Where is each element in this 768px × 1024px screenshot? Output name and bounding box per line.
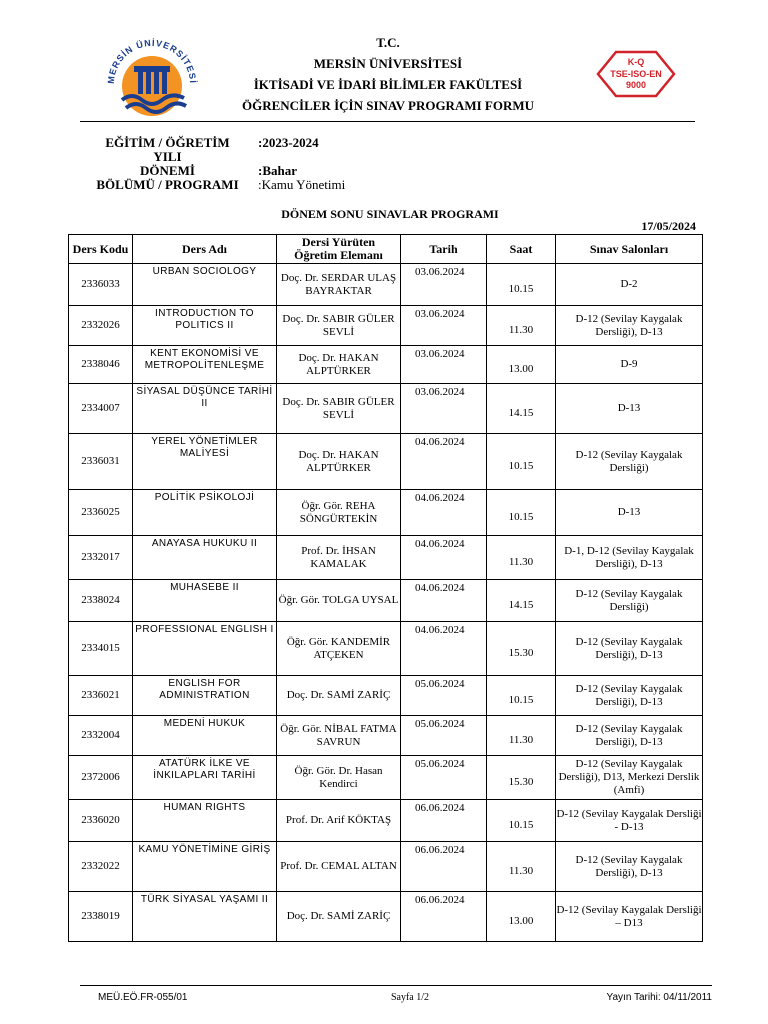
header-lecturer-line-2: Öğretim Elemanı bbox=[294, 248, 383, 262]
cell-code: 2334007 bbox=[69, 384, 133, 434]
cell-date: 03.06.2024 bbox=[401, 306, 487, 346]
header-line-university: MERSİN ÜNİVERSİTESİ bbox=[313, 56, 463, 71]
cell-course-name: KENT EKONOMİSİ VE METROPOLİTENLEŞME bbox=[133, 346, 277, 384]
cell-time: 13.00 bbox=[487, 346, 556, 384]
dept-label: BÖLÜMÜ / PROGRAMI bbox=[96, 177, 239, 192]
cell-rooms: D-12 (Sevilay Kaygalak Dersliği) bbox=[556, 580, 703, 622]
cell-time: 11.30 bbox=[487, 306, 556, 346]
cell-code: 2336021 bbox=[69, 676, 133, 716]
cell-code: 2332022 bbox=[69, 842, 133, 892]
cell-rooms: D-12 (Sevilay Kaygalak Dersliği), D-13 bbox=[556, 306, 703, 346]
table-row bbox=[69, 580, 703, 622]
form-code: MEÜ.EÖ.FR-055/01 bbox=[98, 992, 188, 1003]
university-logo-text: MERSİN ÜNİVERSİTESİ bbox=[105, 37, 199, 85]
cell-course-name: PROFESSIONAL ENGLISH I bbox=[133, 622, 277, 676]
cell-time: 15.30 bbox=[487, 756, 556, 800]
cell-date: 05.06.2024 bbox=[401, 716, 487, 756]
cell-time: 10.15 bbox=[487, 264, 556, 306]
cell-code: 2332004 bbox=[69, 716, 133, 756]
cell-time: 11.30 bbox=[487, 716, 556, 756]
cell-date: 03.06.2024 bbox=[401, 264, 487, 306]
exam-schedule-table bbox=[68, 234, 703, 942]
cell-time: 10.15 bbox=[487, 800, 556, 842]
cell-rooms: D-12 (Sevilay Kaygalak Dersliği), D-13 bbox=[556, 716, 703, 756]
header-rooms: Sınav Salonları bbox=[556, 235, 703, 264]
cert-line-2: TSE-ISO-EN bbox=[610, 69, 662, 79]
cell-lecturer: Prof. Dr. CEMAL ALTAN bbox=[277, 842, 401, 892]
cell-code: 2336025 bbox=[69, 490, 133, 536]
header-name: Ders Adı bbox=[133, 235, 277, 264]
table-row bbox=[69, 346, 703, 384]
cell-date: 04.06.2024 bbox=[401, 490, 487, 536]
header-line-form-title: ÖĞRENCİLER İÇİN SINAV PROGRAMI FORMU bbox=[241, 98, 535, 113]
table-row bbox=[69, 622, 703, 676]
cell-date: 06.06.2024 bbox=[401, 800, 487, 842]
cell-date: 06.06.2024 bbox=[401, 892, 487, 942]
header-line-tc: T.C. bbox=[376, 35, 400, 50]
cell-code: 2338019 bbox=[69, 892, 133, 942]
dept-value: :Kamu Yönetimi bbox=[258, 177, 346, 192]
publication-date: Yayın Tarihi: 04/11/2011 bbox=[606, 992, 712, 1003]
cell-lecturer: Öğr. Gör. Dr. Hasan Kendirci bbox=[277, 756, 401, 800]
cell-course-name: MEDENİ HUKUK bbox=[133, 716, 277, 756]
cell-lecturer: Öğr. Gör. REHA SÖNGÜRTEKİN bbox=[277, 490, 401, 536]
table-row bbox=[69, 434, 703, 490]
header-code: Ders Kodu bbox=[69, 235, 133, 264]
cell-time: 10.15 bbox=[487, 676, 556, 716]
cell-code: 2338046 bbox=[69, 346, 133, 384]
cell-date: 04.06.2024 bbox=[401, 434, 487, 490]
cell-date: 04.06.2024 bbox=[401, 622, 487, 676]
year-label-2: YILI bbox=[153, 149, 182, 164]
cell-date: 03.06.2024 bbox=[401, 384, 487, 434]
table-row bbox=[69, 306, 703, 346]
cell-course-name: KAMU YÖNETİMİNE GİRİŞ bbox=[133, 842, 277, 892]
cell-course-name: TÜRK SİYASAL YAŞAMI II bbox=[133, 892, 277, 942]
cell-time: 15.30 bbox=[487, 622, 556, 676]
cell-course-name: SİYASAL DÜŞÜNCE TARİHİ II bbox=[133, 384, 277, 434]
cell-lecturer: Prof. Dr. İHSAN KAMALAK bbox=[277, 536, 401, 580]
term-label: DÖNEMİ bbox=[140, 163, 195, 178]
cell-lecturer: Doç. Dr. HAKAN ALPTÜRKER bbox=[277, 346, 401, 384]
cell-date: 06.06.2024 bbox=[401, 842, 487, 892]
table-row bbox=[69, 264, 703, 306]
term-value: :Bahar bbox=[258, 163, 297, 178]
document-header bbox=[200, 32, 576, 116]
cell-time: 10.15 bbox=[487, 434, 556, 490]
table-row bbox=[69, 384, 703, 434]
cell-lecturer: Doç. Dr. HAKAN ALPTÜRKER bbox=[277, 434, 401, 490]
cell-course-name: POLİTİK PSİKOLOJİ bbox=[133, 490, 277, 536]
cert-line-3: 9000 bbox=[625, 80, 647, 90]
cell-rooms: D-9 bbox=[556, 346, 703, 384]
cell-lecturer: Doç. Dr. SABIR GÜLER SEVLİ bbox=[277, 384, 401, 434]
cert-line-1: K-Q bbox=[627, 57, 645, 67]
cell-date: 05.06.2024 bbox=[401, 676, 487, 716]
cell-rooms: D-12 (Sevilay Kaygalak Dersliği – D13 bbox=[556, 892, 703, 942]
year-value: :2023-2024 bbox=[258, 135, 319, 150]
cell-lecturer: Öğr. Gör. NİBAL FATMA SAVRUN bbox=[277, 716, 401, 756]
section-title: DÖNEM SONU SINAVLAR PROGRAMI bbox=[281, 207, 499, 221]
document-date: 17/05/2024 bbox=[641, 219, 696, 233]
table-row bbox=[69, 676, 703, 716]
tse-iso-certification-logo bbox=[596, 50, 676, 98]
cell-code: 2332017 bbox=[69, 536, 133, 580]
cell-course-name: YEREL YÖNETİMLER MALİYESİ bbox=[133, 434, 277, 490]
cell-lecturer: Doç. Dr. SERDAR ULAŞ BAYRAKTAR bbox=[277, 264, 401, 306]
header-lecturer bbox=[277, 235, 401, 264]
year-label: EĞİTİM / ÖĞRETİM bbox=[105, 135, 230, 150]
cell-time: 14.15 bbox=[487, 580, 556, 622]
cell-code: 2336020 bbox=[69, 800, 133, 842]
page-number: Sayfa 1/2 bbox=[390, 992, 430, 1003]
cell-rooms: D-2 bbox=[556, 264, 703, 306]
cell-lecturer: Prof. Dr. Arif KÖKTAŞ bbox=[277, 800, 401, 842]
cell-date: 05.06.2024 bbox=[401, 756, 487, 800]
footer-divider bbox=[80, 985, 712, 986]
cell-code: 2332026 bbox=[69, 306, 133, 346]
table-row bbox=[69, 842, 703, 892]
cell-code: 2338024 bbox=[69, 580, 133, 622]
cell-course-name: INTRODUCTION TO POLITICS II bbox=[133, 306, 277, 346]
cell-code: 2336031 bbox=[69, 434, 133, 490]
cell-code: 2336033 bbox=[69, 264, 133, 306]
cell-course-name: URBAN SOCIOLOGY bbox=[133, 264, 277, 306]
cell-course-name: ATATÜRK İLKE VE İNKILAPLARI TARİHİ bbox=[133, 756, 277, 800]
header-lecturer-line-1: Dersi Yürüten bbox=[301, 235, 376, 249]
table-row bbox=[69, 756, 703, 800]
table-row bbox=[69, 490, 703, 536]
cell-lecturer: Öğr. Gör. KANDEMİR ATÇEKEN bbox=[277, 622, 401, 676]
cell-code: 2334015 bbox=[69, 622, 133, 676]
exam-schedule-body bbox=[69, 264, 703, 942]
cell-time: 10.15 bbox=[487, 490, 556, 536]
cell-rooms: D-13 bbox=[556, 490, 703, 536]
cell-lecturer: Doç. Dr. SABIR GÜLER SEVLİ bbox=[277, 306, 401, 346]
cell-time: 11.30 bbox=[487, 842, 556, 892]
cell-rooms: D-13 bbox=[556, 384, 703, 434]
cell-rooms: D-12 (Sevilay Kaygalak Dersliği), D-13 bbox=[556, 842, 703, 892]
cell-code: 2372006 bbox=[69, 756, 133, 800]
cell-time: 13.00 bbox=[487, 892, 556, 942]
cell-course-name: MUHASEBE II bbox=[133, 580, 277, 622]
cell-rooms: D-12 (Sevilay Kaygalak Dersliği - D-13 bbox=[556, 800, 703, 842]
cell-date: 03.06.2024 bbox=[401, 346, 487, 384]
cell-course-name: HUMAN RIGHTS bbox=[133, 800, 277, 842]
table-row bbox=[69, 716, 703, 756]
cell-rooms: D-12 (Sevilay Kaygalak Dersliği), D-13 bbox=[556, 622, 703, 676]
header-divider bbox=[80, 121, 695, 122]
cell-rooms: D-12 (Sevilay Kaygalak Dersliği), D13, Merkezi Derslik (Amfi) bbox=[556, 756, 703, 800]
cell-time: 11.30 bbox=[487, 536, 556, 580]
table-row bbox=[69, 800, 703, 842]
cell-time: 14.15 bbox=[487, 384, 556, 434]
table-row bbox=[69, 892, 703, 942]
cell-date: 04.06.2024 bbox=[401, 536, 487, 580]
header-line-faculty: İKTİSADİ VE İDARİ BİLİMLER FAKÜLTESİ bbox=[253, 77, 523, 92]
cell-lecturer: Doç. Dr. SAMİ ZARİÇ bbox=[277, 892, 401, 942]
cell-course-name: ANAYASA HUKUKU II bbox=[133, 536, 277, 580]
cell-lecturer: Öğr. Gör. TOLGA UYSAL bbox=[277, 580, 401, 622]
header-time: Saat bbox=[487, 235, 556, 264]
university-logo bbox=[100, 28, 204, 128]
cell-rooms: D-1, D-12 (Sevilay Kaygalak Dersliği), D-13 bbox=[556, 536, 703, 580]
cell-rooms: D-12 (Sevilay Kaygalak Dersliği) bbox=[556, 434, 703, 490]
cell-rooms: D-12 (Sevilay Kaygalak Dersliği), D-13 bbox=[556, 676, 703, 716]
cell-course-name: ENGLISH FOR ADMINISTRATION bbox=[133, 676, 277, 716]
cell-date: 04.06.2024 bbox=[401, 580, 487, 622]
table-row bbox=[69, 536, 703, 580]
table-header-row bbox=[69, 235, 703, 264]
cell-lecturer: Doç. Dr. SAMİ ZARİÇ bbox=[277, 676, 401, 716]
header-date: Tarih bbox=[401, 235, 487, 264]
